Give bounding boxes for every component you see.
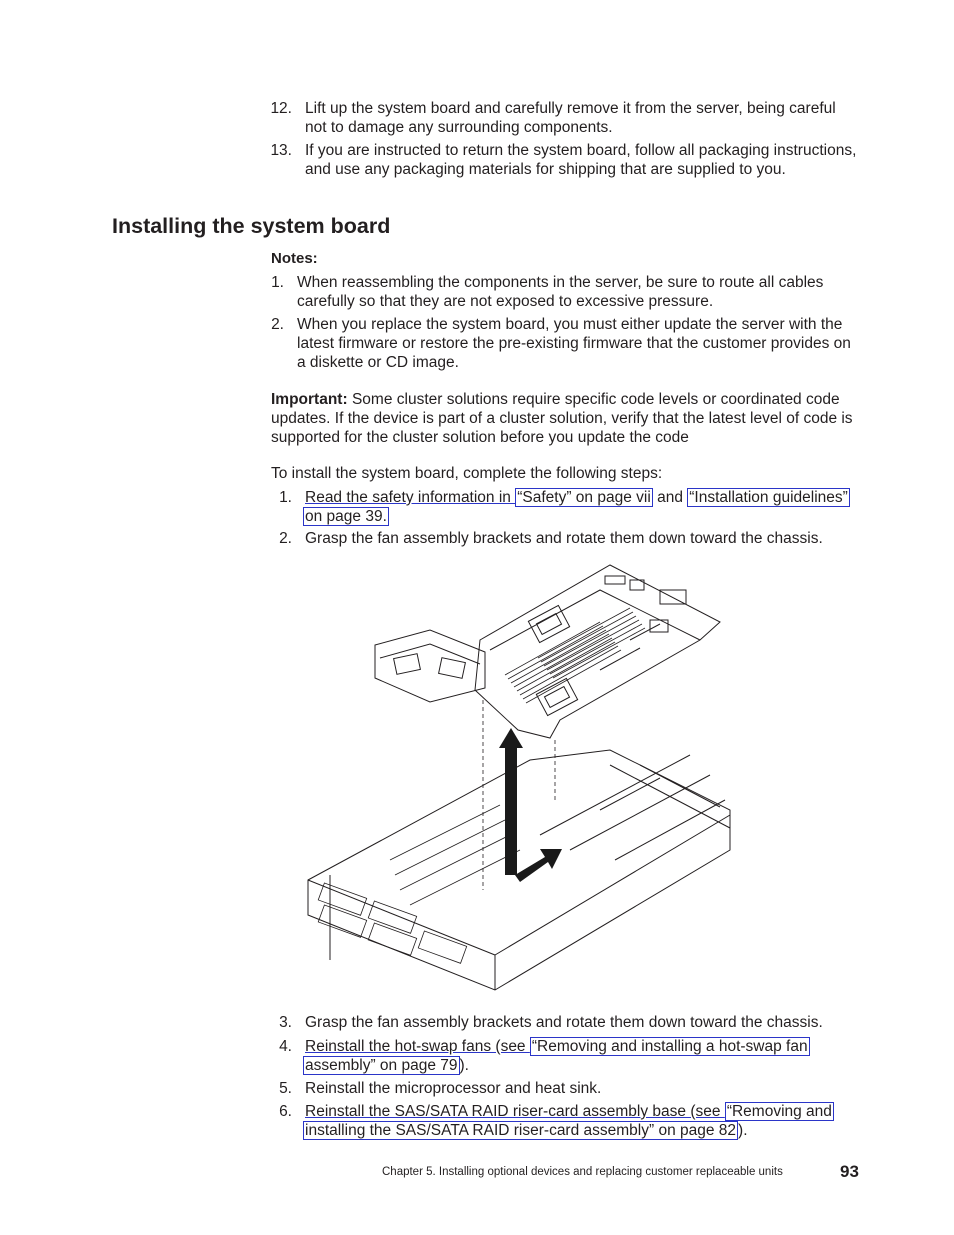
note-text: When reassembling the components in the server, be sure to route all cables carefully so that they are not exposed to excessive pressure. — [297, 274, 824, 310]
step-text: Lift up the system board and carefully remove it from the server, being careful not to damage any surrounding components. — [305, 100, 836, 136]
step-text: Grasp the fan assembly brackets and rotate them down toward the chassis. — [305, 530, 823, 547]
step-number: 2. — [279, 530, 292, 547]
step-text-line2 — [303, 507, 389, 526]
step-number: 12. — [270, 100, 292, 117]
important-paragraph — [271, 390, 859, 447]
note-number: 2. — [271, 316, 284, 333]
section-heading: Installing the system board — [112, 214, 391, 238]
installation-guidelines-link[interactable]: “Installation guidelines” — [689, 489, 848, 506]
step-number: 4. — [279, 1038, 292, 1055]
step-text-post: ). — [459, 1057, 469, 1074]
step-text-pre: Reinstall the SAS/SATA RAID riser-card assembly base (see — [305, 1103, 725, 1120]
system-board-illustration — [300, 560, 740, 1005]
step-number: 3. — [279, 1014, 292, 1031]
hot-swap-fan-link[interactable]: “Removing and installing a hot-swap fan — [531, 1038, 808, 1055]
step-text-line2 — [303, 1121, 748, 1140]
fan-assembly-outline — [375, 630, 485, 702]
step-text — [305, 1102, 865, 1121]
hot-swap-fan-link-cont[interactable]: assembly” on page 79 — [305, 1057, 458, 1074]
step-text-mid: and — [652, 489, 688, 506]
note-number: 1. — [271, 274, 284, 291]
slide-arrow — [515, 849, 562, 882]
step-text — [305, 488, 865, 507]
step-text — [305, 1037, 865, 1056]
riser-card-link-cont[interactable]: installing the SAS/SATA RAID riser-card assembly” on page 82 — [305, 1122, 737, 1139]
lift-arrow — [499, 728, 523, 875]
footer-chapter: Chapter 5. Installing optional devices and replacing customer replaceable units — [382, 1166, 783, 1178]
step-text: Grasp the fan assembly brackets and rotate them down toward the chassis. — [305, 1014, 823, 1031]
important-label: Important: — [271, 391, 348, 408]
note-text: When you replace the system board, you must either update the server with the latest firmware or restore the pre-existing firmware that the customer provides on a diskette or CD image. — [297, 316, 851, 371]
important-text: Some cluster solutions require specific code levels or coordinated code updates. If the device is part of a cluster solution, verify that the latest level of code is supported for the cluster solution before you update the code — [271, 391, 853, 446]
step-number: 6. — [279, 1103, 292, 1120]
step-text-line2 — [303, 1056, 469, 1075]
intro-text: To install the system board, complete the following steps: — [271, 465, 663, 482]
step-number: 13. — [270, 142, 292, 159]
riser-card-link[interactable]: “Removing and — [726, 1103, 832, 1120]
step-number: 5. — [279, 1080, 292, 1097]
notes-label: Notes: — [271, 250, 318, 267]
chassis-outline — [308, 750, 730, 990]
step-text-post: ). — [738, 1122, 748, 1139]
step-text-pre: Reinstall the hot-swap fans (see — [305, 1038, 530, 1055]
step-number: 1. — [279, 489, 292, 506]
step-text: Reinstall the microprocessor and heat sink. — [305, 1080, 602, 1097]
step-text-pre: Read the safety information in — [305, 489, 516, 506]
step-text: If you are instructed to return the system board, follow all packaging instructions, and use any packaging materials for shipping that are supplied to you. — [305, 142, 857, 178]
installation-guidelines-link-cont[interactable]: on page 39. — [305, 508, 387, 525]
safety-link[interactable]: “Safety” on page vii — [517, 489, 651, 506]
page-number: 93 — [840, 1162, 859, 1181]
